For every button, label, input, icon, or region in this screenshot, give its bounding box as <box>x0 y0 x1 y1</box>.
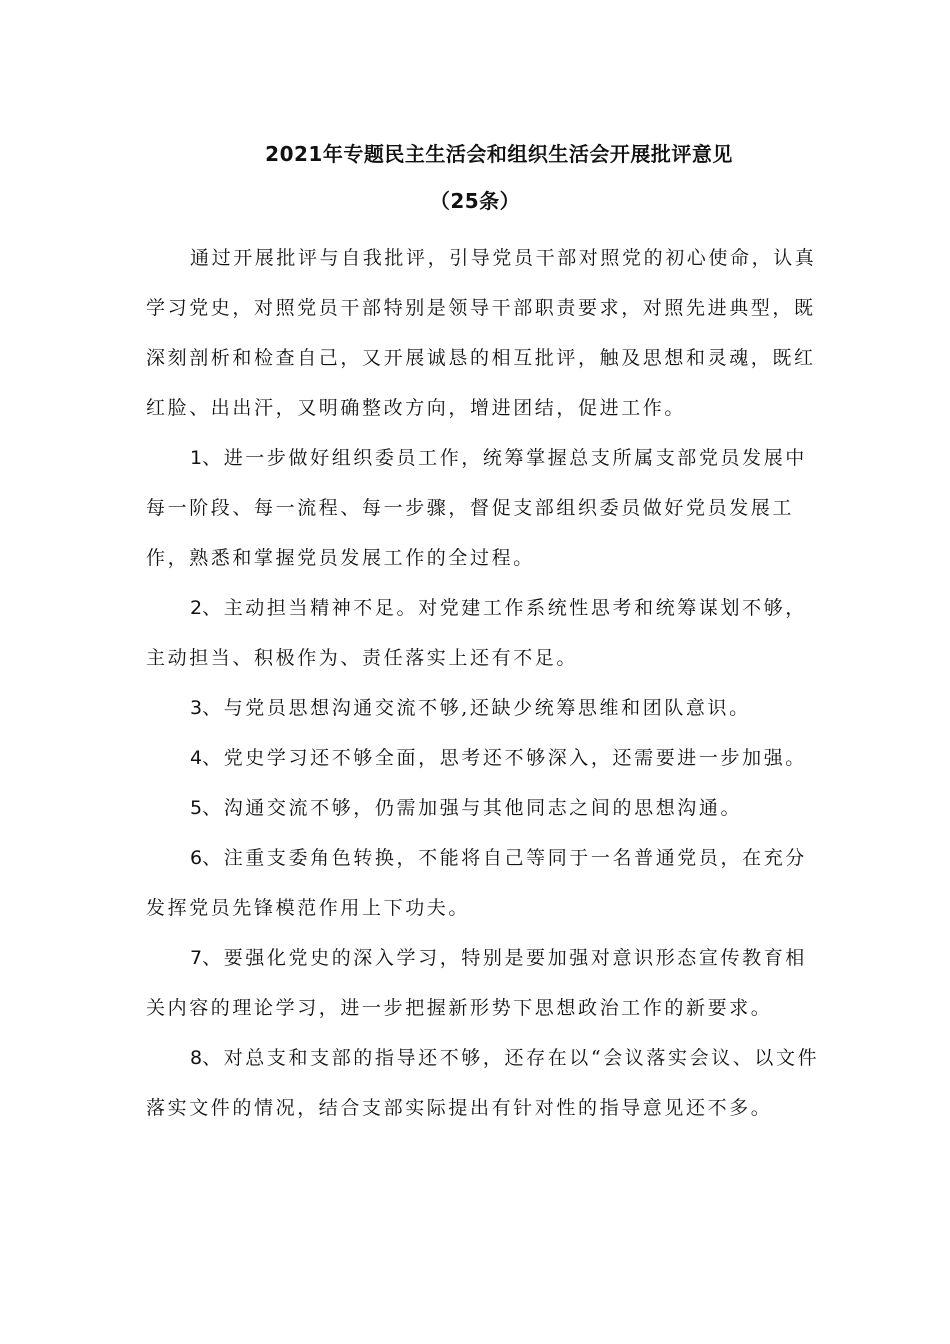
item-number: 4 <box>190 747 203 769</box>
list-item <box>146 933 822 1033</box>
list-item <box>146 833 822 933</box>
list-item <box>146 433 822 583</box>
list-item <box>146 683 822 733</box>
item-number: 1 <box>190 447 203 469</box>
item-number: 8 <box>190 1047 203 1069</box>
item-text: 、要强化党史的深入学习，特别是要加强对意识形态宣传教育相关内容的理论学习，进一步把握新形势下思想政治工作的新要求。 <box>146 947 807 1019</box>
item-text: 、沟通交流不够，仍需加强与其他同志之间的思想沟通。 <box>202 797 743 819</box>
item-text: 、与党员思想沟通交流不够,还缺少统筹思维和团队意识。 <box>202 697 751 719</box>
document-body <box>146 233 822 1133</box>
item-text: 、注重支委角色转换，不能将自己等同于一名普通党员，在充分发挥党员先锋模范作用上下功夫。 <box>146 847 807 919</box>
document-title: 2021年专题民主生活会和组织生活会开展批评意见 <box>265 142 733 166</box>
item-number: 5 <box>190 797 203 819</box>
list-item <box>146 583 822 683</box>
item-number: 6 <box>190 847 203 869</box>
list-item <box>146 783 822 833</box>
intro-paragraph: 通过开展批评与自我批评，引导党员干部对照党的初心使命，认真学习党史，对照党员干部特别是领导干部职责要求，对照先进典型，既深刻剖析和检查自己，又开展诚恳的相互批评，触及思想和灵魂，既红红脸、出出汗，又明确整改方向，增进团结，促进工作。 <box>146 247 817 419</box>
item-text: 、对总支和支部的指导还不够，还存在以“会议落实会议、以文件落实文件的情况，结合支部实际提出有针对性的指导意见还不多。 <box>146 1047 820 1119</box>
item-text: 、进一步做好组织委员工作，统筹掌握总支所属支部党员发展中每一阶段、每一流程、每一步骤，督促支部组织委员做好党员发展工作，熟悉和掌握党员发展工作的全过程。 <box>146 447 807 569</box>
item-number: 3 <box>190 697 203 719</box>
list-item <box>146 1033 822 1133</box>
item-number: 2 <box>190 597 203 619</box>
item-number: 7 <box>190 947 203 969</box>
item-text: 、主动担当精神不足。对党建工作系统性思考和统筹谋划不够，主动担当、积极作为、责任落实上还有不足。 <box>146 597 807 669</box>
item-text: 、党史学习还不够全面，思考还不够深入，还需要进一步加强。 <box>202 747 807 769</box>
list-item <box>146 733 822 783</box>
document-subtitle: （25条） <box>429 189 521 213</box>
